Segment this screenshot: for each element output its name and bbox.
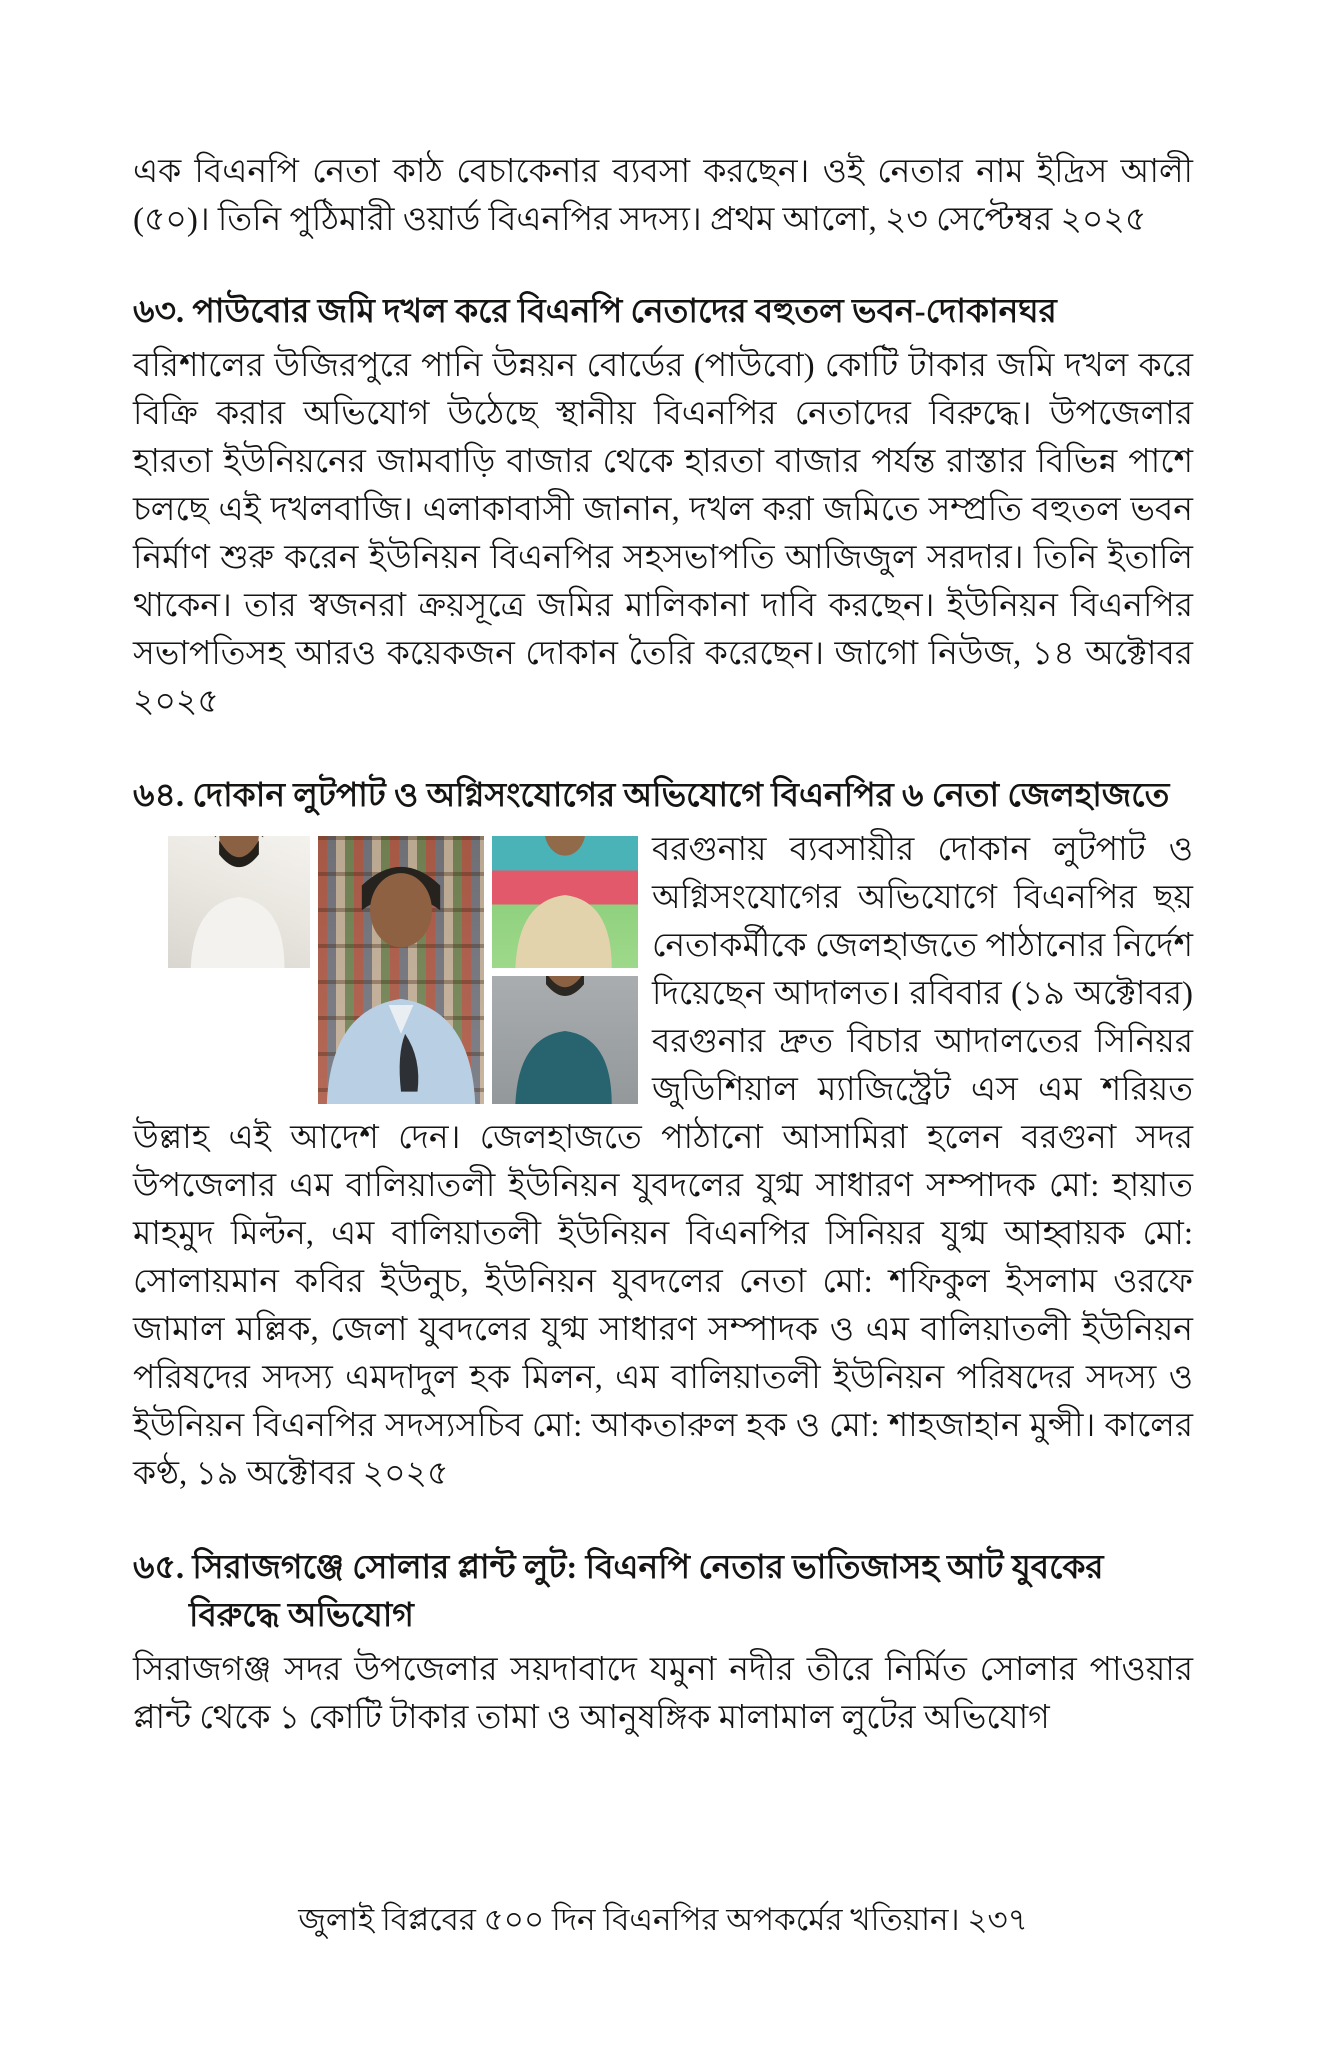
section-65 (133, 1544, 1193, 1742)
person-silhouette-icon (168, 836, 310, 968)
intro-paragraph: এক বিএনপি নেতা কাঠ বেচাকেনার ব্যবসা করছেন। ওই নেতার নাম ইদ্রিস আলী (৫০)। তিনি পুঠিমারী ওয়ার্ড বিএনপির সদস্য। প্রথম আলো, ২৩ সেপ্টেম্বর ২০২৫ (133, 154, 1193, 238)
person-silhouette-icon (318, 836, 484, 1104)
person-silhouette-icon (492, 976, 638, 1104)
section-64-text: বরগুনায় ব্যবসায়ীর দোকান লুটপাট ও অগ্নিসংযোগের অভিযোগে বিএনপির ছয় নেতাকর্মীকে জেলহাজতে পাঠানোর নির্দেশ দিয়েছেন আদালত। রবিবার (১৯ অক্টোবর) বরগুনার দ্রুত বিচার আদালতের সিনিয়র জুডিশিয়াল ম্যাজিস্ট্রেট এস এম শরিয়ত উল্লাহ এই আদেশ দেন। জেলহাজতে পাঠানো আসামিরা হলেন বরগুনা সদর উপজেলার এম বালিয়াতলী ইউনিয়ন যুবদলের যুগ্ম সাধারণ সম্পাদক মো: হায়াত মাহমুদ মিল্টন, এম বালিয়াতলী ইউনিয়ন বিএনপির সিনিয়র যুগ্ম আহ্বায়ক মো: সোলায়মান কবির ইউনুচ, ইউনিয়ন যুবদলের নেতা মো: শফিকুল ইসলাম ওরফে জামাল মল্লিক, জেলা যুবদলের যুগ্ম সাধারণ সম্পাদক ও এম বালিয়াতলী ইউনিয়ন পরিষদের সদস্য এমদাদুল হক মিলন, এম বালিয়াতলী ইউনিয়ন পরিষদের সদস্য ও ইউনিয়ন বিএনপির সদস্যসচিব মো: আকতারুল হক ও মো: শাহজাহান মুন্সী। কালের কণ্ঠ, ১৯ অক্টোবর ২০২৫ (133, 832, 1193, 1492)
portrait-man-blue-shirt-in-shop (318, 836, 484, 1104)
section-65-heading: ৬৫. সিরাজগঞ্জে সোলার প্লান্ট লুট: বিএনপি নেতার ভাতিজাসহ আট যুবকের বিরুদ্ধে অভিযোগ (133, 1550, 1104, 1634)
section-64 (133, 772, 1193, 1498)
section-64-body (133, 826, 1193, 1498)
section-63-heading: ৬৩. পাউবোর জমি দখল করে বিএনপি নেতাদের বহুতল ভবন-দোকানঘর (133, 294, 1057, 330)
section-63 (133, 288, 1193, 726)
portrait-man-cream-panjabi-colorful-canopy (492, 836, 638, 968)
section-63-body: বরিশালের উজিরপুরে পানি উন্নয়ন বোর্ডের (পাউবো) কোটি টাকার জমি দখল করে বিক্রি করার অভিযোগ উঠেছে স্থানীয় বিএনপির নেতাদের বিরুদ্ধে। উপজেলার হারতা ইউনিয়নের জামবাড়ি বাজার থেকে হারতা বাজার পর্যন্ত রাস্তার বিভিন্ন পাশে চলছে এই দখলবাজি। এলাকাবাসী জানান, দখল করা জমিতে সম্প্রতি বহুতল ভবন নির্মাণ শুরু করেন ইউনিয়ন বিএনপির সহসভাপতি আজিজুল সরদার। তিনি ইতালি থাকেন। তার স্বজনরা ক্রয়সূত্রে জমির মালিকানা দাবি করছেন। ইউনিয়ন বিএনপির সভাপতিসহ আরও কয়েকজন দোকান তৈরি করেছেন। জাগো নিউজ, ১৪ অক্টোবর ২০২৫ (133, 348, 1193, 720)
portrait-bearded-man-white-shirt (168, 836, 310, 968)
page-footer: জুলাই বিপ্লবের ৫০০ দিন বিএনপির অপকর্মের খতিয়ান। ২৩৭ (298, 1902, 1028, 1937)
section-64-heading: ৬৪. দোকান লুটপাট ও অগ্নিসংযোগের অভিযোগে বিএনপির ৬ নেতা জেলহাজতে (133, 778, 1170, 814)
accused-photo-collage (168, 836, 638, 1104)
portrait-man-teal-shirt-studio (492, 976, 638, 1104)
section-65-body: সিরাজগঞ্জ সদর উপজেলার সয়দাবাদে যমুনা নদীর তীরে নির্মিত সোলার পাওয়ার প্লান্ট থেকে ১ কোটি টাকার তামা ও আনুষঙ্গিক মালামাল লুটের অভিযোগ (133, 1652, 1193, 1736)
person-silhouette-icon (492, 836, 638, 968)
page-content (133, 148, 1193, 1788)
